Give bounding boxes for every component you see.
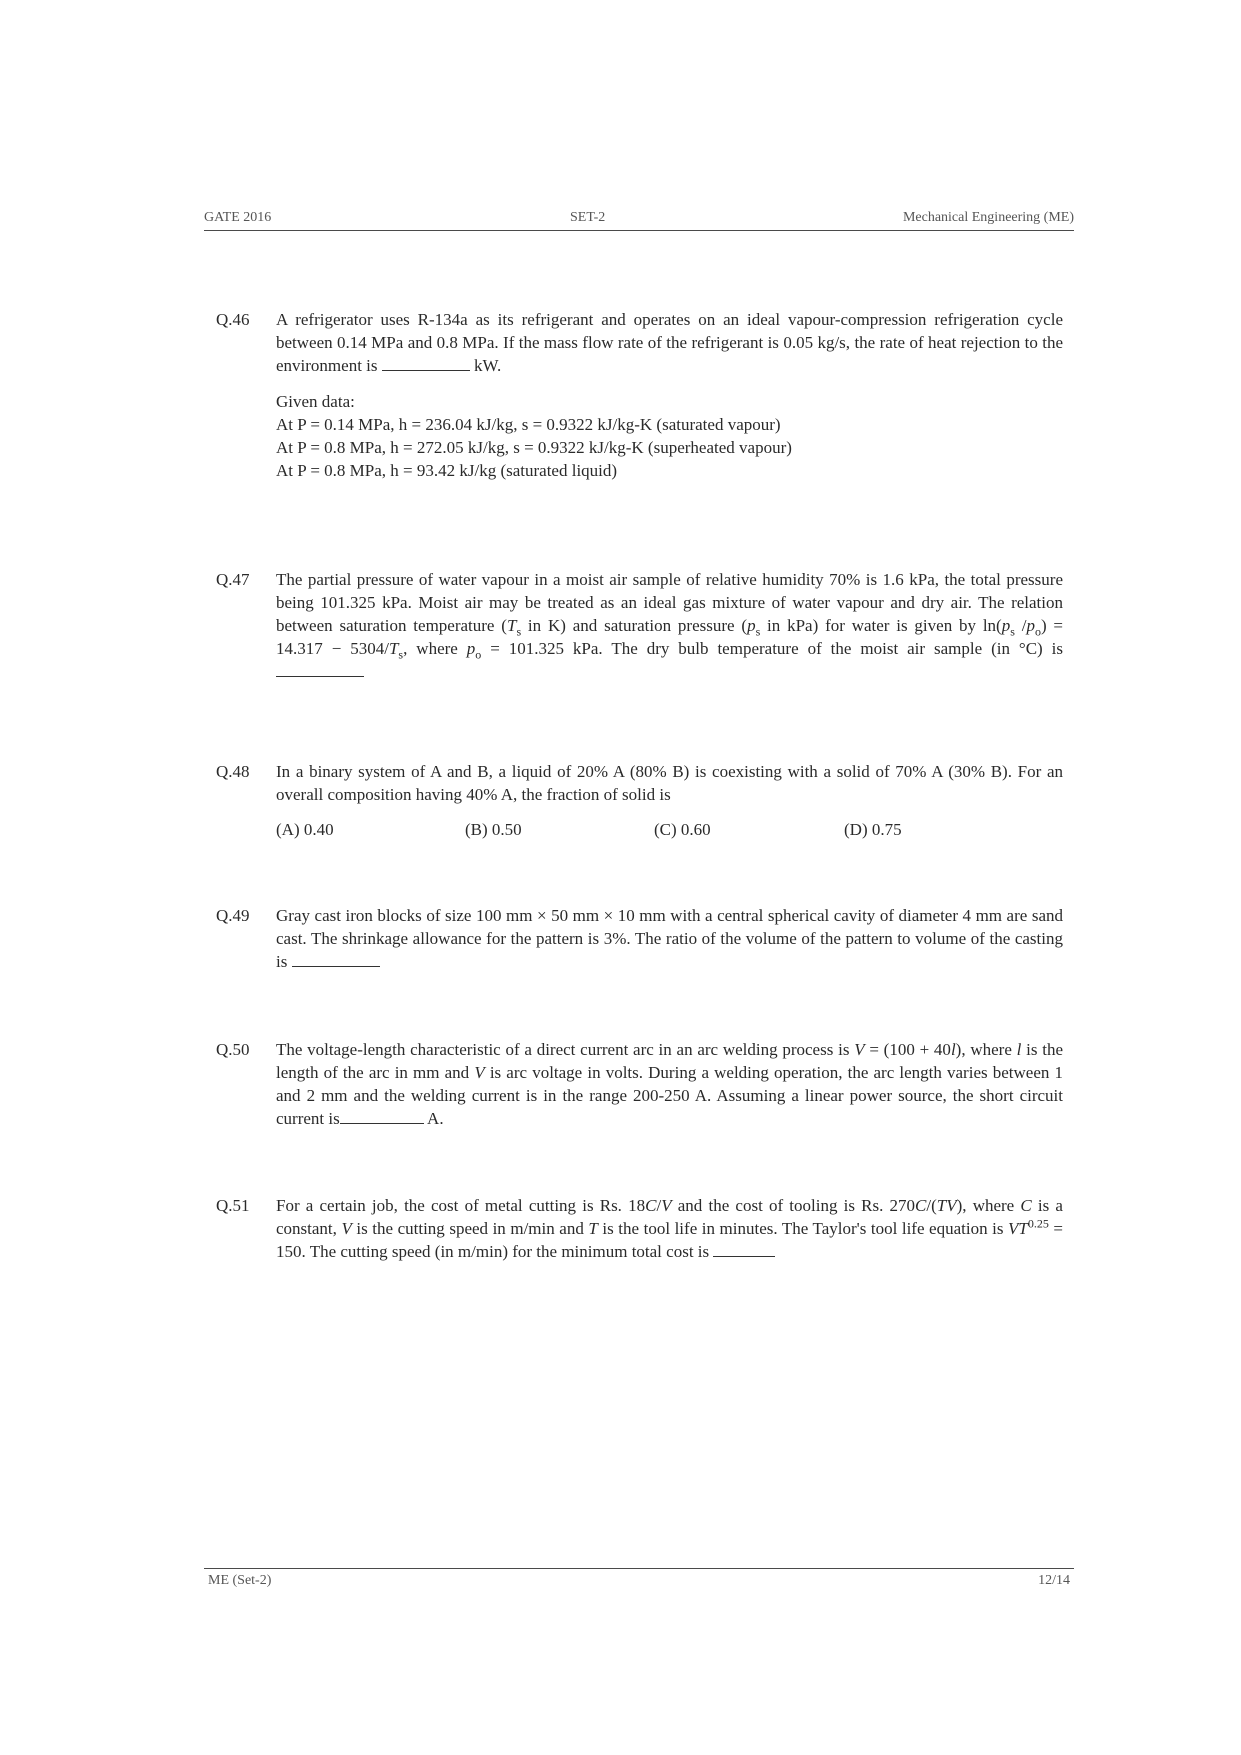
given-data <box>276 390 1063 482</box>
question-number: Q.49 <box>216 906 250 925</box>
option-b: (B) 0.50 <box>465 820 522 839</box>
question-text: The voltage-length characteristic of a direct current arc in an arc welding process is V = (100 + 40l), where l is the length of the arc in mm and V is arc voltage in volts. During a welding operation, the arc length varies between 1 and 2 mm and the welding current is in the range 200-250 A. Assuming a linear power source, the short circuit current is A. <box>276 1040 1063 1128</box>
question-number: Q.46 <box>216 310 250 329</box>
question-text: In a binary system of A and B, a liquid of 20% A (80% B) is coexisting with a solid of 70% A (30% B). For an overall composition having 40% A, the fraction of solid is (A) 0.40 (B) 0.50 (C) 0.60 (D) 0.75 <box>276 760 1063 842</box>
question-number: Q.51 <box>216 1196 250 1215</box>
footer-paper-code: ME (Set-2) <box>208 1573 272 1588</box>
answer-blank <box>292 951 380 967</box>
page-header <box>204 208 1074 231</box>
question-text: The partial pressure of water vapour in a moist air sample of relative humidity 70% is 1.6 kPa, the total pressure being 101.325 kPa. Moist air may be treated as an ideal gas mixture of water vapour and dry air. The relation between saturation temperature ($T_s$ in K) and saturation pressure ($p_s$ in kPa) for water is given by $\ln(p_s$ $/p_o) = 14.317 - 5304/T_s$, where $p_o = 101.325$ kPa. The dry bulb temperature of the moist air sample (in °C) is <box>276 568 1063 683</box>
given-data-label: Given data: <box>276 392 355 411</box>
question-text: A refrigerator uses R-134a as its refrigerant and operates on an ideal vapour-compression refrigeration cycle between 0.14 MPa and 0.8 MPa. If the mass flow rate of the refrigerant is 0.05 kg/s, the rate of heat rejection to the environment is kW. Given data: At P = 0.14 MPa, h = 236.04 kJ/kg, s = 0.9322 kJ/kg-K (saturated vapour) At P = 0.8 MPa, h = 272.05 kJ/kg, s = 0.9322 kJ/kg-K (superheated vapour) At P = 0.8 MPa, h = 93.42 kJ/kg (saturated liquid) <box>276 310 1063 480</box>
header-exam-name: GATE 2016 <box>204 210 272 225</box>
page-footer <box>204 1568 1074 1591</box>
option-c: (C) 0.60 <box>654 820 711 839</box>
answer-blank <box>713 1241 775 1257</box>
answer-blank <box>340 1108 424 1124</box>
question-number: Q.47 <box>216 570 250 589</box>
header-paper: Mechanical Engineering (ME) <box>902 210 1074 225</box>
given-data-line: At P = 0.8 MPa, h = 272.05 kJ/kg, s = 0.9322 kJ/kg-K (superheated vapour) <box>276 438 792 457</box>
question-text: For a certain job, the cost of metal cutting is Rs. 18C/V and the cost of tooling is Rs. 270C/(TV), where C is a constant, V is the cutting speed in m/min and T is the tool life in minutes. The Taylor's tool life equation is $VT^{0.25} = 150$. The cutting speed (in m/min) for the minimum total cost is <box>276 1196 1064 1261</box>
footer-page-number: 12/14 <box>1038 1573 1070 1588</box>
option-a: (A) 0.40 <box>276 820 334 839</box>
answer-options <box>276 818 1063 842</box>
question-text: Gray cast iron blocks of size 100 mm × 50 mm × 10 mm with a central spherical cavity of diameter 4 mm are sand cast. The shrinkage allowance for the pattern is 3%. The ratio of the volume of the pattern to volume of the casting is <box>276 906 1063 971</box>
option-d: (D) 0.75 <box>844 820 902 839</box>
answer-blank <box>276 661 364 677</box>
given-data-line: At P = 0.14 MPa, h = 236.04 kJ/kg, s = 0.9322 kJ/kg-K (saturated vapour) <box>276 415 781 434</box>
answer-blank <box>382 355 470 371</box>
question-number: Q.50 <box>216 1040 250 1059</box>
question-number: Q.48 <box>216 762 250 781</box>
header-set: SET-2 <box>570 210 606 225</box>
given-data-line: At P = 0.8 MPa, h = 93.42 kJ/kg (saturated liquid) <box>276 461 618 480</box>
